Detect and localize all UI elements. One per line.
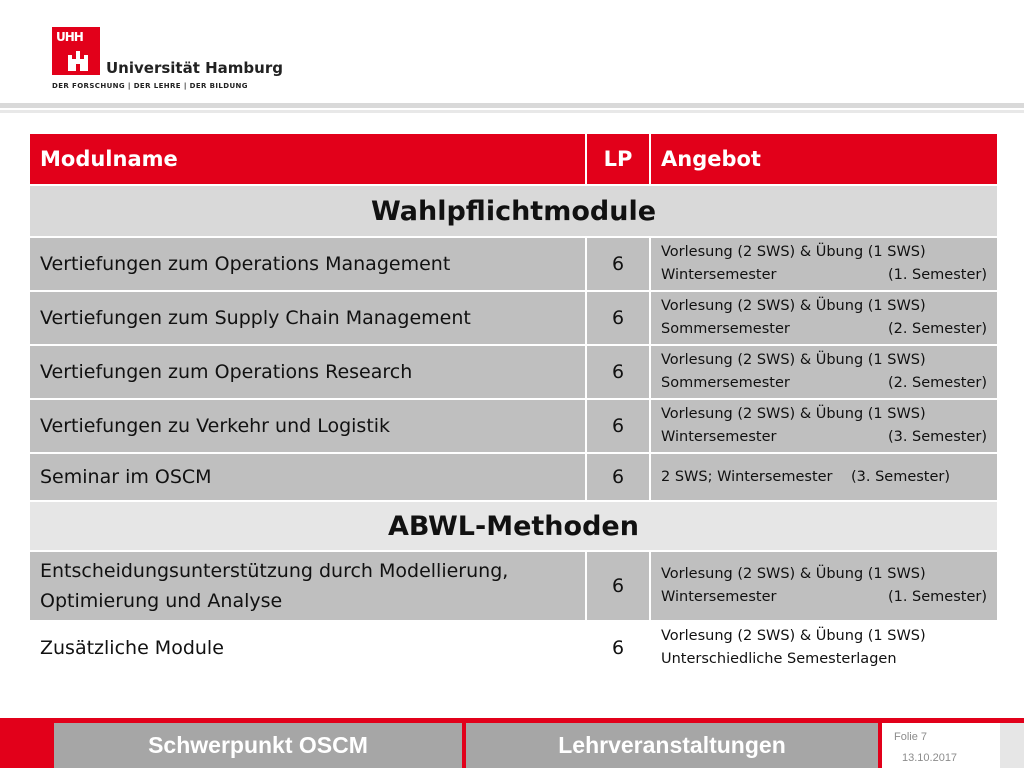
header-divider [0,103,1024,108]
section-row-abwl [29,501,998,551]
university-name: Universität Hamburg [106,59,283,77]
angebot-semester: (3. Semester) [850,468,951,485]
module-angebot [650,453,998,501]
module-angebot [650,237,998,291]
footer-accent-block [0,718,50,768]
column-header-angebot: Angebot [650,133,998,185]
module-name: Vertiefungen zum Operations Management [29,237,586,291]
module-lp: 6 [586,453,650,501]
module-name: Vertiefungen zu Verkehr und Logistik [29,399,586,453]
module-name: Seminar im OSCM [29,453,586,501]
table-row [29,237,998,291]
angebot-line: Unterschiedliche Semesterlagen [661,651,897,667]
angebot-term: Sommersemester [661,321,790,337]
section-title-wahlpflichtmodule: Wahlpflichtmodule [29,185,998,237]
module-lp: 6 [586,345,650,399]
university-logo [52,27,283,97]
section-row-wahlpflicht [29,185,998,237]
module-lp: 6 [586,551,650,621]
angebot-term: Sommersemester [661,375,790,391]
logo-mark: UHH [56,30,83,44]
angebot-line: Vorlesung (2 SWS) & Übung (1 SWS) [661,566,926,582]
module-angebot [650,291,998,345]
module-angebot [650,621,998,675]
table-row [29,551,998,621]
angebot-term: Wintersemester [661,429,777,445]
footer-right-block [1000,723,1024,768]
angebot-line: Vorlesung (2 SWS) & Übung (1 SWS) [661,406,926,422]
footer-tab-schwerpunkt[interactable]: Schwerpunkt OSCM [54,723,462,768]
module-lp: 6 [586,621,650,675]
angebot-semester: (1. Semester) [887,589,987,605]
module-name: Vertiefungen zum Operations Research [29,345,586,399]
table-row [29,399,998,453]
module-angebot [650,345,998,399]
column-header-lp: LP [586,133,650,185]
angebot-term: Wintersemester [661,267,777,283]
angebot-line: Vorlesung (2 SWS) & Übung (1 SWS) [661,628,926,644]
module-name: Vertiefungen zum Supply Chain Management [29,291,586,345]
angebot-semester-line [661,318,987,341]
university-tagline: DER FORSCHUNG | DER LEHRE | DER BILDUNG [52,82,248,90]
angebot-semester: (3. Semester) [887,429,987,445]
module-lp: 6 [586,237,650,291]
angebot-line: Vorlesung (2 SWS) & Übung (1 SWS) [661,352,926,368]
column-header-modulname: Modulname [29,133,586,185]
header-divider-secondary [0,110,1024,113]
angebot-line: Vorlesung (2 SWS) & Übung (1 SWS) [661,298,926,314]
logo-emblem [52,27,100,75]
footer-tab-lehrveranstaltungen[interactable]: Lehrveranstaltungen [466,723,878,768]
table-header-row [29,133,998,185]
angebot-line: Vorlesung (2 SWS) & Übung (1 SWS) [661,244,926,260]
angebot-semester-line [661,372,987,395]
angebot-semester-line [661,426,987,449]
angebot-semester: (2. Semester) [887,321,987,337]
table-row [29,345,998,399]
angebot-semester-line [661,586,987,609]
module-name-line: Optimierung und Analyse [40,590,283,612]
castle-icon [66,49,90,73]
angebot-term: Wintersemester [661,589,777,605]
module-name: Zusätzliche Module [29,621,586,675]
angebot-semester: (1. Semester) [887,267,987,283]
section-title-abwl-methoden: ABWL-Methoden [29,501,998,551]
module-table [28,132,999,676]
table-row [29,621,998,675]
angebot-semester: (2. Semester) [887,375,987,391]
slide-date: 13.10.2017 [902,752,958,764]
module-angebot [650,551,998,621]
table-row [29,453,998,501]
angebot-term: 2 SWS; Wintersemester [661,468,833,485]
module-lp: 6 [586,399,650,453]
module-name [29,551,586,621]
angebot-semester-line [661,264,987,287]
module-name-line: Entscheidungsunterstützung durch Modellierung, [40,560,509,582]
module-angebot [650,399,998,453]
slide-number: Folie 7 [894,731,928,743]
table-row [29,291,998,345]
module-lp: 6 [586,291,650,345]
footer-separator [878,723,882,768]
